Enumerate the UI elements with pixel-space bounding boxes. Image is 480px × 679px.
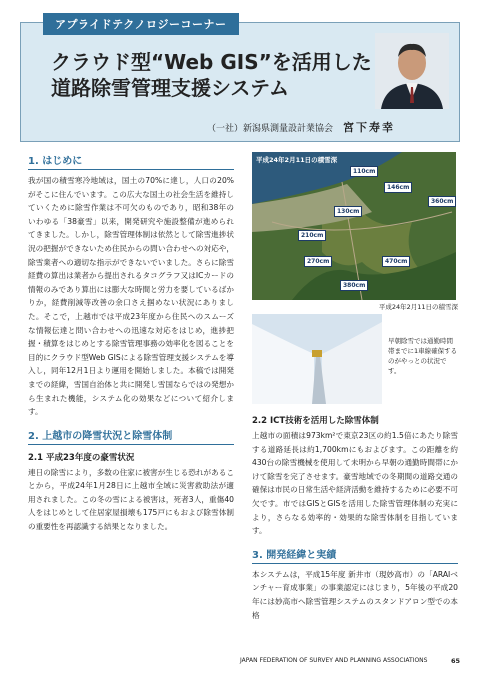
author-portrait	[375, 33, 449, 109]
map-label: 470cm	[382, 256, 410, 267]
person-photo-icon	[375, 33, 449, 109]
section-1-heading: 1. はじめに	[28, 152, 234, 170]
title-line-2: 道路除雪管理支援システム	[51, 76, 289, 100]
author-line	[207, 119, 395, 135]
article-header	[20, 18, 460, 142]
snow-photo-caption: 早朝除雪では通勤時間帯までに1車線確保するのがやっとの状況です。	[388, 337, 458, 375]
section-3-heading: 3. 開発経緯と実績	[252, 546, 458, 564]
map-label: 110cm	[350, 166, 378, 177]
section-2-2-text: 上越市の面積は973km²で東京23区の約1.5倍にあたり除雪する道路延長は約1,700kmにもおよびます。この距離を約430台の除雪機械を使用して未明から早朝の通勤時間帯にかけて除雪を完了させます。豪雪地域での冬期間の道路交通の確保は市民の日常生活や経済活動を維持するために必要不可欠です。市ではGISとGISを活用した除雪管理体制の充実により，さらなる効率的・効果的な除雪体制を目指しています。	[252, 431, 458, 536]
section-2-1-text: 連日の除雪により，多数の住家に被害が生じる恐れがあることから，平成24年1月28日に上越市全域に災害救助法が適用されました。この冬の雪による被害は，死者3人，重傷40人をはじめとして住居家屋損壊も175戸にもおよび除雪体制の重要性を再認識する結果となりました。	[28, 467, 234, 532]
author-affiliation: （一社）新潟県測量設計業協会	[207, 124, 334, 134]
map-label: 210cm	[298, 230, 326, 241]
section-2-heading: 2. 上越市の降雪状況と除雪体制	[28, 427, 234, 445]
corner-tag: アプライドテクノロジーコーナー	[43, 13, 239, 35]
map-label: 360cm	[428, 196, 456, 207]
article-title	[51, 49, 381, 101]
title-line-1: クラウド型“Web GIS”を活用した	[51, 50, 372, 74]
snow-photo-row	[252, 314, 458, 406]
footer-organization: JAPAN FEDERATION OF SURVEY AND PLANNING ASSOCIATIONS	[240, 657, 428, 664]
section-3-text: 本システムは，平成15年度 新井市（現妙高市）の「ARAIベンチャー育成事業」の事業認定にはじまり，5年後の平成20年には妙高市へ除雪管理システムのスタンドアロン型での本格	[252, 569, 458, 620]
snow-depth-map	[252, 152, 456, 300]
left-column	[28, 152, 234, 534]
section-1-text: 我が国の積雪寒冷地域は，国土の70%に達し，人口の20%がそこに住んでいます。この広大な国土の社会生活を維持していくために除雪作業は不可欠のものであり，昭和38年のいわゆる「38豪雪」以来，開発研究や施設整備が進められてきました。しかし，除雪管理体制は依然として除雪進捗状況の把握ができないため住民からの問い合わせへの対応や，除雪業者への適切な指示ができないでいました。さらに除雪経費の算出は業者から提出されるタコグラフ又はICカードの情報のみであり算出には膨大な時間と労力を要しているばかりか，経費削減等改善の余口さえ掴めない状況にありました。そこで，上越市では平成23年度から住民へのスムーズな情報伝達と問い合わせへの迅速な対応をはじめ，進捗把握・積算をはじめとする除雪管理事務の効率化を図ることを目的にクラウド型Web GISによる除雪管理支援システムを導入し，同年12月1日より運用を開始しました。本稿では開発までの経緯，雪国自治体と共に開発し雪国ならではの発想から生まれた機能，システム化の効果などについて紹介します。	[28, 176, 234, 417]
map-label: 270cm	[304, 256, 332, 267]
section-2-1-heading: 2.1 平成23年度の豪雪状況	[28, 452, 135, 463]
page-footer	[240, 657, 460, 664]
snowplow-photo-image	[252, 314, 382, 404]
map-label: 146cm	[384, 182, 412, 193]
map-label: 130cm	[334, 206, 362, 217]
map-title: 平成24年2月11日の積雪深	[256, 156, 338, 164]
map-label: 380cm	[340, 280, 368, 291]
page-number: 65	[450, 657, 460, 665]
right-column	[252, 152, 458, 622]
map-caption: 平成24年2月11日の積雪深	[378, 303, 458, 311]
author-name: 宮下寿幸	[343, 121, 396, 134]
snow-road-photo	[252, 314, 382, 404]
section-2-2-heading: 2.2 ICT技術を活用した除雪体制	[252, 416, 379, 426]
